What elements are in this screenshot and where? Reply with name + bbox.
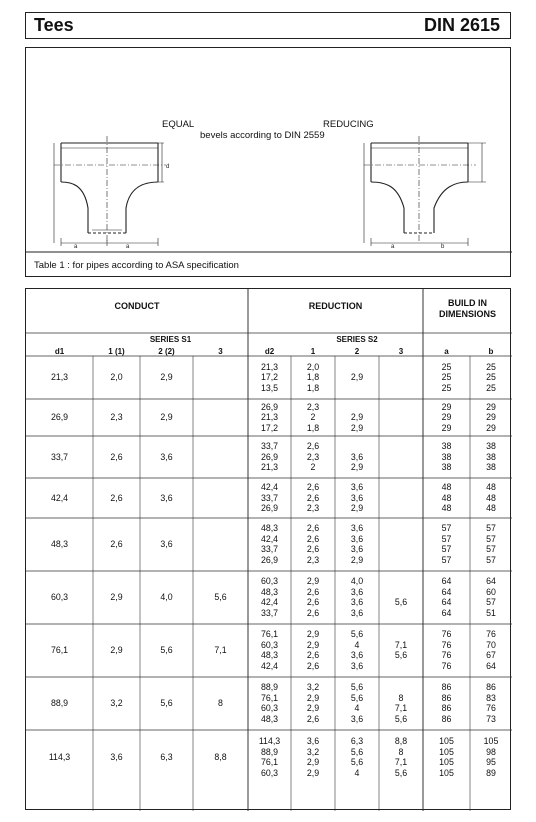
cell-s2_2: 6,3 5,6 5,6 4 [350,736,364,779]
column-header-4: 3 [218,347,223,356]
column-header-7: 2 [354,347,360,356]
cell-s2_1: 2,9 2,9 2,6 2,6 [306,629,320,672]
cell-d1: 60,3 [50,592,69,603]
reducing-label: REDUCING [323,119,374,130]
cell-s2_3: 5,6 [394,597,408,608]
cell-a: 25 25 25 [441,361,452,393]
cell-b: 38 38 38 [486,441,496,473]
cell-d1: 114,3 [48,752,71,763]
reducing-tee-drawing [364,136,486,246]
cell-d1: 76,1 [50,645,69,656]
cell-d2: 76,1 60,3 48,3 42,4 [260,629,279,672]
bevel-note: bevels according to DIN 2559 [200,130,325,141]
cell-s2_1: 2,6 2,6 2,3 [306,482,320,514]
cell-d2: 33,7 26,9 21,3 [260,441,279,473]
cell-b: 48 48 48 [486,482,496,514]
cell-b: 105 98 95 89 [483,736,499,779]
cell-s1_3: 8 [218,698,223,709]
cell-s1_3: 8,8 [214,752,227,763]
cell-s2_2: 2,9 2,9 [350,412,364,433]
cell-s1_2: 2,9 [160,412,173,423]
cell-b: 25 25 25 [486,361,496,393]
svg-text:a: a [74,244,78,250]
equal-label: EQUAL [162,119,195,130]
series-s2-label: SERIES S2 [336,335,378,344]
cell-s1_2: 3,6 [160,451,173,462]
cell-a: 48 48 48 [441,482,452,514]
cell-s1_2: 4,0 [160,592,173,603]
cell-s1_1: 2,0 [110,372,123,383]
cell-s2_1: 2,3 2 1,8 [306,401,320,433]
standard-label: DIN 2615 [423,15,500,35]
cell-s2_1: 3,2 2,9 2,9 2,6 [306,682,320,725]
cell-s2_2: 3,6 2,9 [350,451,364,473]
cell-s1_2: 6,3 [160,752,173,763]
cell-d1: 42,4 [50,492,69,503]
cell-s1_3 [193,412,248,423]
svg-text:a: a [126,244,130,250]
cell-s2_2: 5,6 4 3,6 3,6 [350,629,364,672]
cell-s1_3: 7,1 [214,645,227,656]
cell-s1_1: 2,3 [110,412,123,423]
column-header-2: 1 (1) [108,347,125,356]
cell-s1_1: 2,6 [110,539,123,550]
cell-s1_2: 3,6 [160,539,173,550]
cell-s1_1: 3,2 [110,698,123,709]
cell-b: 76 70 67 64 [486,629,496,672]
cell-b: 86 83 76 73 [486,682,496,725]
cell-s2_2: 5,6 5,6 4 3,6 [350,682,364,725]
group-header-conduct: CONDUCT [114,301,160,311]
cell-a: 64 64 64 64 [441,576,452,619]
title-bar [25,12,511,39]
cell-s1_3 [193,372,248,383]
drawing-panel [25,47,511,277]
cell-s1_3 [193,452,248,463]
cell-s1_3 [193,493,248,504]
cell-s1_1: 2,9 [110,645,123,656]
cell-s1_1: 2,9 [110,592,123,603]
cell-s2_3: 7,1 5,6 [394,639,408,661]
cell-d1: 48,3 [50,539,69,550]
cell-s2_1: 2,6 2,3 2 [306,441,320,473]
cell-d2: 60,3 48,3 42,4 33,7 [260,576,279,619]
cell-s2_3 [379,402,423,434]
cell-s2_2: 4,0 3,6 3,6 3,6 [350,576,364,619]
cell-s2_3: 8 7,1 5,6 [394,692,408,725]
cell-a: 76 76 76 76 [441,629,452,672]
cell-b: 64 60 57 51 [486,576,496,619]
cell-s2_3 [379,362,423,394]
column-header-1: d1 [54,347,65,356]
cell-a: 57 57 57 57 [441,523,452,566]
cell-s2_3 [379,482,423,514]
cell-s2_2: 3,6 3,6 3,6 2,9 [350,523,364,566]
group-header-build: BUILD IN DIMENSIONS [438,298,496,319]
group-header-reduction: REDUCTION [308,301,363,311]
cell-d2: 26,9 21,3 17,2 [260,401,279,433]
cell-s2_1: 2,6 2,6 2,6 2,3 [306,523,320,566]
cell-s2_2: 2,9 [350,372,364,383]
cell-s1_3: 5,6 [214,592,227,603]
cell-b: 57 57 57 57 [486,523,496,566]
cell-d1: 33,7 [50,451,69,462]
cell-s2_1: 2,0 1,8 1,8 [306,361,320,393]
cell-s2_1: 2,9 2,6 2,6 2,6 [306,576,320,619]
cell-d2: 42,4 33,7 26,9 [260,482,279,514]
cell-a: 29 29 29 [441,401,452,433]
cell-s2_1: 3,6 3,2 2,9 2,9 [306,736,320,779]
cell-s1_1: 2,6 [110,451,123,462]
cell-s2_2: 3,6 3,6 2,9 [350,482,364,514]
column-header-10: b [488,347,494,356]
column-header-8: 3 [398,347,404,356]
cell-s2_3 [379,441,423,473]
cell-b: 29 29 29 [486,401,496,433]
cell-s1_2: 5,6 [160,645,173,656]
svg-text:d: d [166,164,170,170]
dimensions-table [25,288,511,810]
cell-s1_1: 2,6 [110,492,123,503]
cell-d2: 21,3 17,2 13,5 [260,361,279,393]
column-header-9: a [444,347,449,356]
cell-d1: 88,9 [50,698,69,709]
cell-s2_3: 8,8 8 7,1 5,6 [394,736,408,779]
cell-d2: 48,3 42,4 33,7 26,9 [260,523,279,566]
cell-s1_1: 3,6 [110,752,123,763]
series-s1-label: SERIES S1 [149,335,192,344]
column-header-3: 2 (2) [158,347,175,356]
equal-tee-drawing [54,136,166,246]
cell-d1: 21,3 [50,372,69,383]
page-title: Tees [34,15,74,35]
cell-s1_2: 2,9 [160,372,173,383]
tee-drawings [26,48,512,278]
cell-d1: 26,9 [50,412,69,423]
column-header-5: d2 [264,347,275,356]
cell-d2: 114,3 88,9 76,1 60,3 [258,736,281,779]
cell-s1_2: 5,6 [160,698,173,709]
cell-a: 86 86 86 86 [441,682,452,725]
svg-text:b: b [441,244,445,250]
column-header-6: 1 [310,347,316,356]
cell-a: 38 38 38 [441,441,452,473]
cell-d2: 88,9 76,1 60,3 48,3 [260,682,279,725]
figure-caption: Table 1 : for pipes according to ASA specification [34,260,239,271]
cell-a: 105 105 105 105 [439,736,454,779]
cell-s1_3 [193,539,248,550]
cell-s1_2: 3,6 [160,492,173,503]
cell-s2_3 [379,523,423,565]
svg-text:a: a [391,244,395,250]
